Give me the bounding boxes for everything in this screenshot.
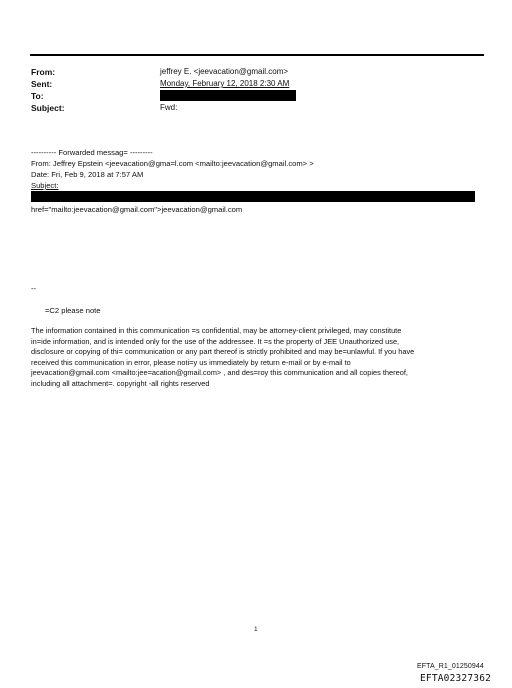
disclaimer-line: disclosure or copying of thi= communication or any part thereof is strictly prohibited and may be=unlawful. If you have	[31, 347, 415, 357]
subject-value: Fwd:	[160, 103, 178, 112]
note-line: =C2 please note	[45, 306, 101, 315]
page-number: 1	[254, 626, 258, 633]
efta-r1-stamp: EFTA_R1_01250944	[417, 663, 484, 670]
forwarded-subject-label: Subject:	[31, 181, 59, 190]
disclaimer-line: The information contained in this communication =s confidential, may be attorney-client privileged, may constitute	[31, 326, 402, 335]
subject-redaction	[31, 191, 475, 202]
to-redaction	[160, 90, 296, 101]
disclaimer-line: in=ide information, and is intended only for the use of the addressee. It =s the property of JEE Unauthorized use,	[31, 336, 400, 346]
top-rule	[30, 54, 484, 56]
forwarded-href: href="mailto:jeevacation@gmail.com">jeevacation@gmail.com	[31, 205, 243, 214]
disclaimer-paragraph	[31, 326, 481, 390]
to-label: To:	[31, 91, 44, 101]
forwarded-date: Date: Fri, Feb 9, 2018 at 7:57 AM	[31, 170, 144, 179]
efta-stamp: EFTA02327362	[420, 673, 492, 684]
sent-label: Sent:	[31, 79, 53, 89]
forwarded-from: From: Jeffrey Epstein <jeevacation@gma=l.com <mailto:jeevacation@gmail.com> >	[31, 159, 314, 168]
disclaimer-line: including all attachment=. copyright -all rights reserved	[31, 378, 210, 388]
disclaimer-line: jeevacation@gmail.com <mailto:jee=acation@gmail.com> , and des=roy this communication and all copies thereof,	[31, 368, 408, 378]
signature-dash: --	[31, 284, 37, 293]
from-value: jeffrey E. <jeevacation@gmail.com>	[160, 67, 289, 76]
subject-label: Subject:	[31, 103, 65, 113]
sent-value: Monday, February 12, 2018 2:30 AM	[160, 79, 290, 88]
from-label: From:	[31, 67, 56, 77]
disclaimer-line: received this communication in error, please noti=y us immediately by return e-mail or by e-mail to	[31, 357, 351, 367]
forwarded-banner: ---------- Forwarded messag= ---------	[31, 148, 153, 157]
